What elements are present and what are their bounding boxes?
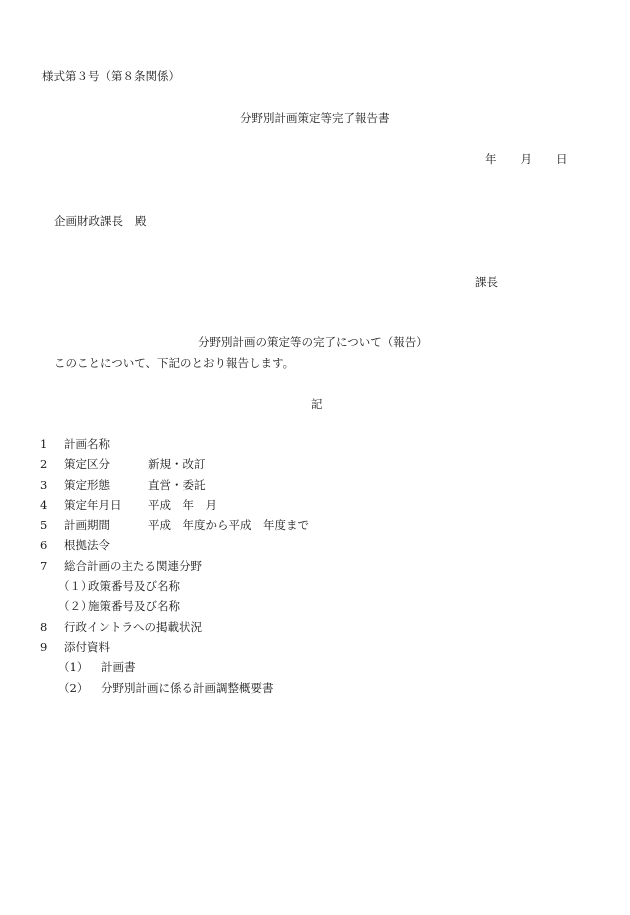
item-label: 策定区分 <box>64 457 110 472</box>
item-number: 3 <box>40 477 48 492</box>
item-label: 計画名称 <box>64 437 110 451</box>
intro-text: このことについて、下記のとおり報告します。 <box>54 356 295 370</box>
addressee <box>54 214 147 228</box>
subitem-number: （２） <box>58 599 93 614</box>
date-day: 日 <box>556 152 568 166</box>
subitem-number: （1） <box>58 660 89 675</box>
item-value: 平成 年度から平成 年度まで <box>148 518 309 533</box>
date-year: 年 <box>485 152 497 166</box>
date-line <box>485 152 568 166</box>
item-label: 根拠法令 <box>64 538 110 553</box>
date-month: 月 <box>520 152 532 166</box>
addressee-name: 企画財政課長 <box>54 214 123 228</box>
item-number: 5 <box>40 518 48 533</box>
form-number: 様式第３号（第８条関係） <box>42 69 180 83</box>
item-label: 行政イントラへの掲載状況 <box>64 619 202 634</box>
subitem-label: 施策番号及び名称 <box>88 599 180 614</box>
subitem-label: 分野別計画に係る計画調整概要書 <box>101 680 274 695</box>
subitem-label: 計画書 <box>101 660 136 675</box>
item-number: 9 <box>40 639 48 654</box>
item-label: 添付資料 <box>64 639 110 654</box>
document-title: 分野別計画策定等完了報告書 <box>240 111 390 125</box>
subitem-number: （2） <box>58 680 89 695</box>
item-label: 策定形態 <box>64 477 110 492</box>
item-number: 6 <box>40 538 48 553</box>
subitem-number: （１） <box>58 579 93 594</box>
item-number: 2 <box>40 457 48 472</box>
item-value: 平成 年 月 <box>148 497 217 512</box>
subitem-label: 政策番号及び名称 <box>88 579 180 594</box>
item-label: 策定年月日 <box>64 497 122 512</box>
item-label: 計画期間 <box>64 518 110 533</box>
subject-line: 分野別計画の策定等の完了について（報告） <box>198 335 428 349</box>
item-number: 1 <box>40 437 48 451</box>
item-value: 新規・改訂 <box>148 457 206 472</box>
item-number: 7 <box>40 558 48 573</box>
item-label: 総合計画の主たる関連分野 <box>64 558 202 573</box>
item-number: 4 <box>40 497 48 512</box>
item-value: 直営・委託 <box>148 477 206 492</box>
addressee-honorific: 殿 <box>135 214 147 228</box>
sender: 課長 <box>475 275 498 289</box>
item-number: 8 <box>40 619 48 634</box>
ki-heading: 記 <box>311 397 323 411</box>
